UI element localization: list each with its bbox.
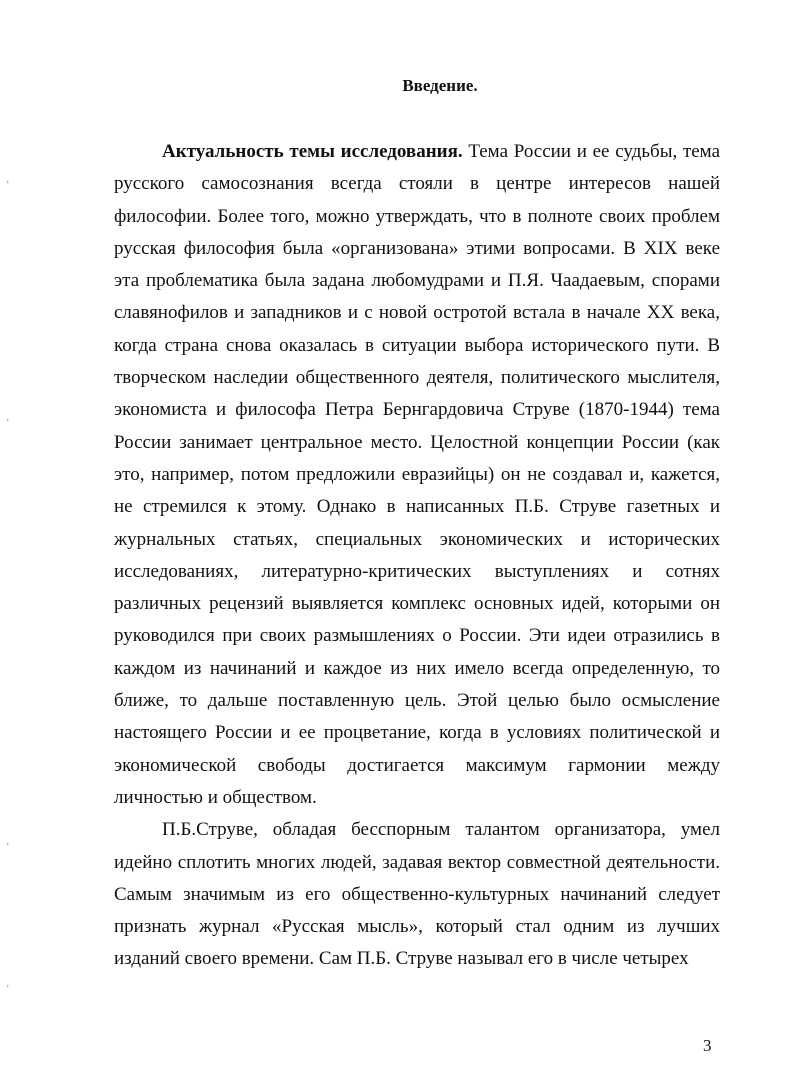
scan-margin-mark: ʼ <box>6 180 10 191</box>
body-text <box>114 136 720 976</box>
scan-margin-mark: ʼ <box>6 842 10 853</box>
scan-margin-mark: ʼ <box>6 418 10 429</box>
paragraph-lead: Актуальность темы исследования. <box>162 141 463 162</box>
paragraph-struve <box>114 814 720 975</box>
page-title: Введение. <box>402 76 478 95</box>
scan-margin-mark: ʼ <box>6 984 10 995</box>
paragraph-text: П.Б.Струве, обладая бесспорным талантом организатора, умел идейно сплотить многих людей, задавая вектор совместной деятельности. Самым значимым из его общественно-культурных начинаний следует признать журнал «Русская мысль», который стал одним из лучших изданий своего времени. Сам П.Б. Струве называл его в числе четырех <box>114 819 720 970</box>
paragraph-relevance <box>114 136 720 814</box>
paragraph-text: Тема России и ее судьбы, тема русского самосознания всегда стояли в центре интересов нашей философии. Более того, можно утверждать, что в полноте своих проблем русская философия была «организована» этими вопросами. В XIX веке эта проблематика была задана любомудрами и П.Я. Чаадаевым, спорами славянофилов и западников и с новой остротой встала в начале XX века, когда страна снова оказалась в ситуации выбора исторического пути. В творческом наследии общественного деятеля, политического мыслителя, экономиста и философа Петра Бернгардовича Струве (1870-1944) тема России занимает центральное место. Целостной концепции России (как это, например, потом предложили евразийцы) он не создавал и, кажется, не стремился к этому. Однако в написанных П.Б. Струве газетных и журнальных статьях, специальных экономических и исторических исследованиях, литературно-критических выступлениях и сотнях различных рецензий выявляется комплекс основных идей, которыми он руководился при своих размышлениях о России. Эти идеи отразились в каждом из начинаний и каждое из них имело всегда определенную, то ближе, то дальше поставленную цель. Этой целью было осмысление настоящего России и ее процветание, когда в условиях политической и экономической свободы достигается максимум гармонии между личностью и обществом. <box>114 141 721 808</box>
page-number: 3 <box>703 1036 712 1055</box>
